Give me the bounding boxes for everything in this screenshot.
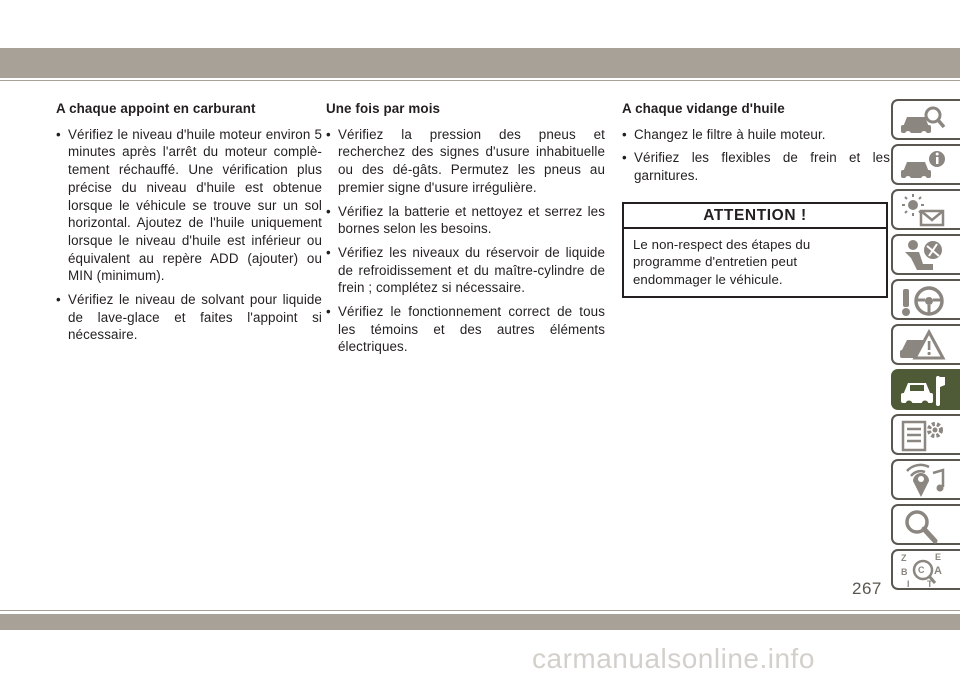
bullet-marker: • — [56, 292, 61, 308]
index-letter: Z — [901, 553, 907, 563]
tab-seat-airbag[interactable] — [891, 234, 960, 275]
search-icon — [899, 508, 947, 544]
specifications-gear-icon — [899, 418, 947, 454]
list-item — [56, 126, 322, 285]
warning-title: ATTENTION ! — [624, 204, 886, 229]
list-item — [622, 149, 890, 184]
header-band — [0, 48, 960, 78]
car-search-icon — [899, 103, 947, 139]
bullet-marker: • — [326, 203, 331, 219]
car-warning-triangle-icon — [899, 328, 947, 364]
tab-index[interactable] — [891, 549, 960, 590]
list-item — [326, 126, 605, 197]
column-refuel — [56, 100, 322, 350]
list-item-text: Vérifiez les flexibles de frein et les garnitures. — [634, 150, 890, 184]
section-heading: A chaque vidange d'huile — [622, 101, 785, 116]
tab-search[interactable] — [891, 504, 960, 545]
list-item-text: Vérifiez le niveau d'huile moteur environ 5 minutes après l'arrêt du moteur complè-tement réchauffé. Une vérification plus précise du niveau d'huile est obtenue lorsque le véhicule se trouve sur un sol horizontal. Ajoutez de l'huile uniquement lorsque le niveau d'huile est inférieur ou équivalent au repère ADD (ajouter) ou MIN (minimum). — [68, 126, 322, 284]
list-item-text: Vérifiez le fonctionnement correct de tous les témoins et des autres éléments électriques. — [338, 304, 605, 355]
page-number: 267 — [852, 579, 882, 598]
tab-car-info[interactable] — [891, 144, 960, 185]
tab-warning-lights[interactable] — [891, 189, 960, 230]
tab-car-search[interactable] — [891, 99, 960, 140]
steering-wheel-icon — [899, 283, 947, 319]
list-item — [622, 126, 890, 144]
index-letter: B — [901, 567, 908, 577]
list-item-text: Vérifiez la batterie et nettoyez et serrez les bornes selon les besoins. — [338, 203, 605, 237]
index-letter: A — [934, 565, 942, 577]
bullet-marker: • — [622, 126, 627, 142]
tab-car-warning[interactable] — [891, 324, 960, 365]
index-letter: C — [918, 565, 925, 575]
car-info-icon — [899, 148, 947, 184]
alphabetical-index-icon — [899, 553, 947, 589]
list-item-text: Vérifiez le niveau de solvant pour liquide de lave-glace et faites l'appoint si nécessaire. — [68, 292, 322, 343]
column-oil-change — [622, 100, 890, 298]
watermark: carmanualsonline.info — [532, 643, 815, 674]
list-item — [326, 203, 605, 238]
list-item-text: Changez le filtre à huile moteur. — [634, 126, 826, 142]
tab-specifications[interactable] — [891, 414, 960, 455]
section-heading: Une fois par mois — [326, 101, 441, 116]
list-item-text: Vérifiez les niveaux du réservoir de liquide de refroidissement et du maître-cylindre de frein ; complétez si nécessaire. — [338, 244, 605, 296]
seat-airbag-icon — [899, 238, 947, 274]
tab-steering-wheel[interactable] — [891, 279, 960, 320]
index-letter: E — [935, 553, 942, 562]
bullet-marker: • — [326, 304, 331, 320]
list-item-text: Vérifiez la pression des pneus et recherchez des signes d'usure inhabituelle ou des dé-gâts. Permutez les pneus au premier signe d'usure irrégulière. — [338, 126, 605, 195]
bullet-marker: • — [326, 126, 331, 142]
warning-text: Le non-respect des étapes du programme d'entretien peut endommager le véhicule. — [633, 236, 811, 287]
bullet-marker: • — [622, 150, 627, 166]
index-letter: I — [907, 579, 910, 589]
footer-rule — [0, 610, 960, 611]
warning-box — [622, 202, 888, 298]
multimedia-icon — [899, 463, 947, 499]
bullet-marker: • — [56, 126, 61, 142]
index-letter: T — [927, 579, 933, 589]
list-item — [326, 244, 605, 297]
list-item — [326, 303, 605, 356]
car-maintenance-icon — [899, 373, 947, 409]
list-item — [56, 291, 322, 344]
column-monthly — [326, 100, 605, 362]
warning-lights-icon — [899, 193, 947, 229]
footer-band — [0, 614, 960, 630]
tab-maintenance[interactable] — [891, 369, 960, 410]
tab-multimedia[interactable] — [891, 459, 960, 500]
section-heading: A chaque appoint en carburant — [56, 101, 256, 116]
bullet-marker: • — [326, 244, 331, 260]
